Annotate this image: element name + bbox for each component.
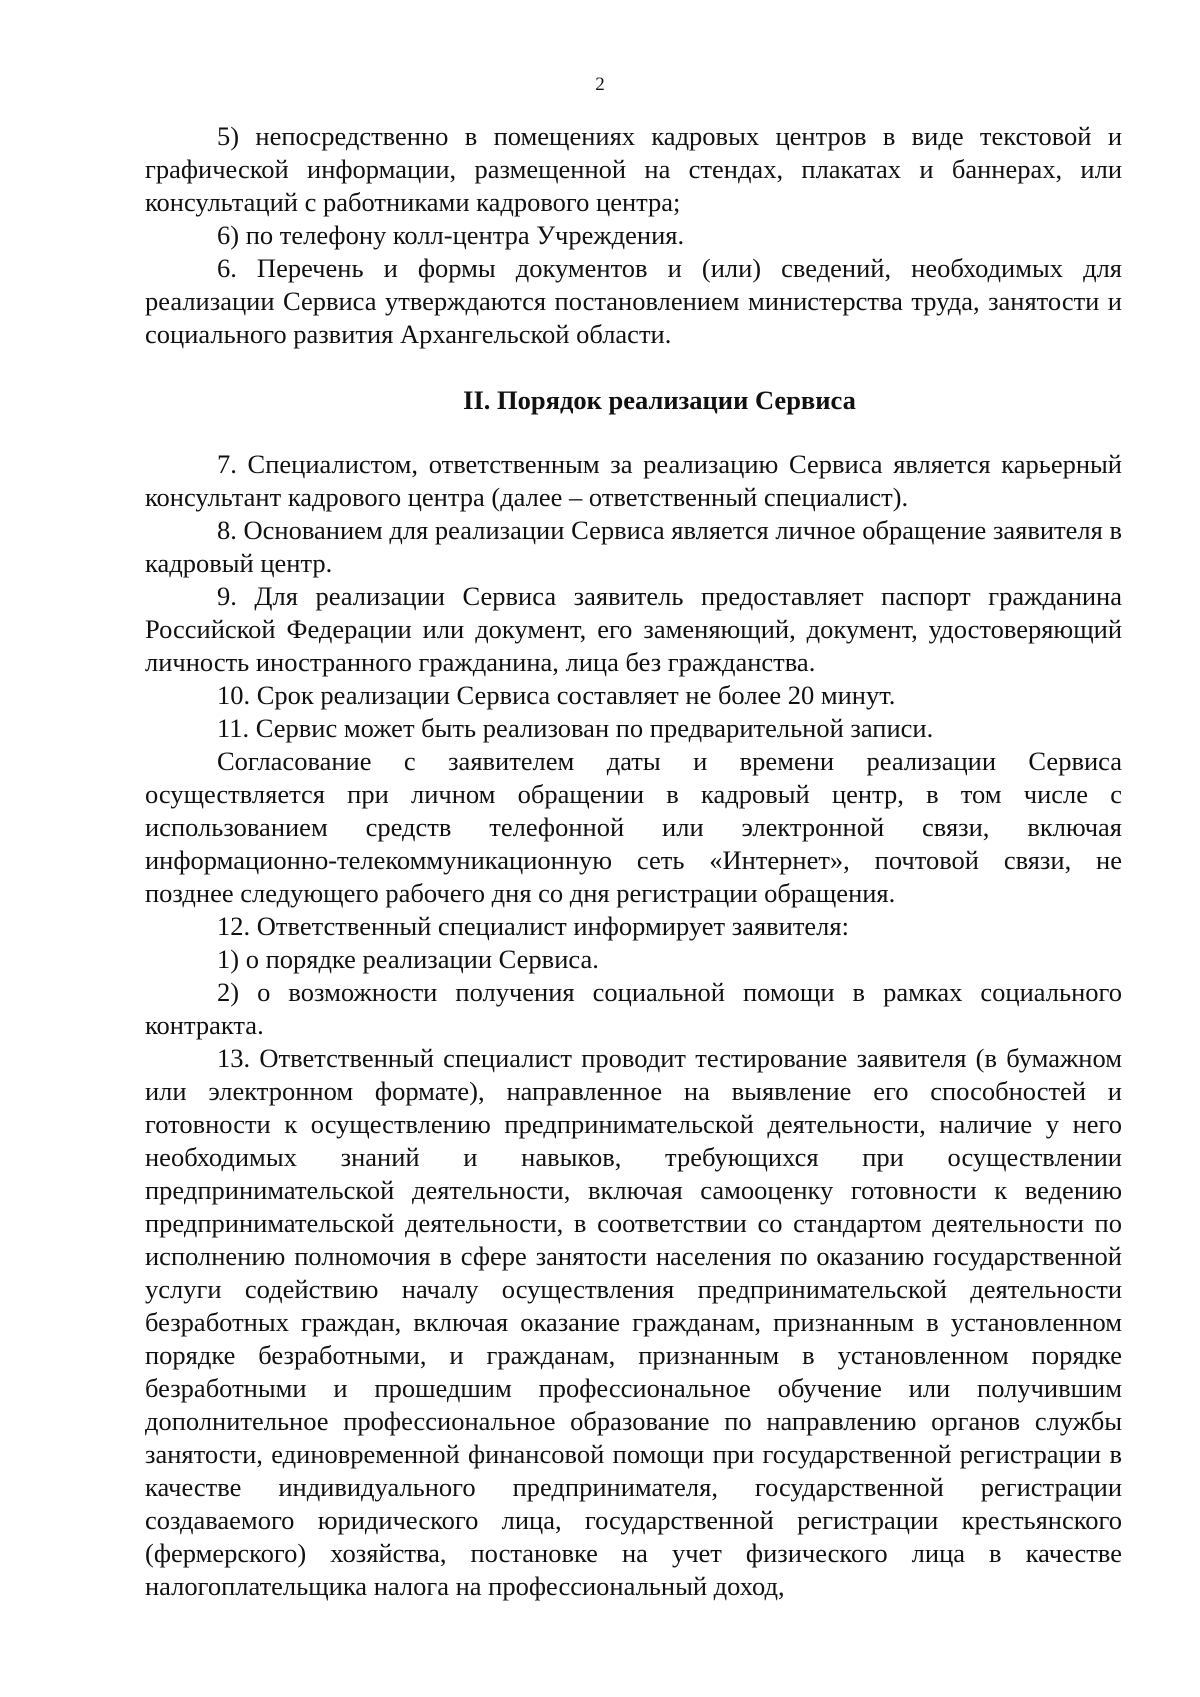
section-heading: II. Порядок реализации Сервиса [463, 385, 856, 415]
paragraph-clause-13: 13. Ответственный специалист проводит тестирование заявителя (в бумажном или электронном формате), направленное на выявление его способностей и готовности к осуществлению предпринимательской деятельности, наличие у него необходимых знаний и навыков, требующихся при осуществлении предпринимательской деятельности, включая самооценку готовности к ведению предпринимательской деятельности, в соответствии со стандартом деятельности по исполнению полномочия в сфере занятости населения по оказанию государственной услуги содействию началу осуществления предпринимательской деятельности безработных граждан, включая оказание гражданам, признанным в установленном порядке безработными, и гражданам, признанным в установленном порядке безработными и прошедшим профессиональное обучение или получившим дополнительное профессиональное образование по направлению органов службы занятости, единовременной финансовой помощи при государственной регистрации в качестве индивидуального предпринимателя, государственной регистрации создаваемого юридического лица, государственной регистрации крестьянского (фермерского) хозяйства, постановке на учет физического лица в качестве налогоплательщика налога на профессиональный доход, [145, 1043, 1122, 1601]
paragraph-scheduling: Согласование с заявителем даты и времени реализации Сервиса осуществляется при личном обращении в кадровый центр, в том числе с использованием средств телефонной или электронной связи, включая информационно-телекоммуникационную сеть «Интернет», почтовой связи, не позднее следующего рабочего дня со дня регистрации обращения. [145, 746, 1122, 908]
paragraph-clause-6: 6. Перечень и формы документов и (или) сведений, необходимых для реализации Сервиса утверждаются постановлением министерства труда, занятости и социального развития Архангельской области. [145, 253, 1122, 349]
paragraph-clause-10: 10. Срок реализации Сервиса составляет не более 20 минут. [217, 680, 896, 710]
paragraph-clause-11: 11. Сервис может быть реализован по предварительной записи. [217, 713, 934, 743]
paragraph-clause-8: 8. Основанием для реализации Сервиса является личное обращение заявителя в кадровый центр. [145, 515, 1122, 578]
paragraph-clause-12-item-2: 2) о возможности получения социальной помощи в рамках социального контракта. [145, 977, 1122, 1040]
paragraph-item-6: 6) по телефону колл-центра Учреждения. [217, 220, 685, 250]
paragraph-item-5: 5) непосредственно в помещениях кадровых центров в виде текстовой и графической информации, размещенной на стендах, плакатах и баннерах, или консультаций с работниками кадрового центра; [145, 121, 1122, 217]
paragraph-clause-12-item-1: 1) о порядке реализации Сервиса. [217, 944, 599, 974]
paragraph-clause-9: 9. Для реализации Сервиса заявитель предоставляет паспорт гражданина Российской Федерации или документ, его заменяющий, документ, удостоверяющий личность иностранного гражданина, лица без гражданства. [145, 581, 1122, 677]
document-body [145, 120, 1122, 1603]
paragraph-clause-7: 7. Специалистом, ответственным за реализацию Сервиса является карьерный консультант кадрового центра (далее – ответственный специалист). [145, 449, 1122, 512]
paragraph-clause-12: 12. Ответственный специалист информирует заявителя: [217, 911, 849, 941]
page-number: 2 [595, 74, 605, 95]
